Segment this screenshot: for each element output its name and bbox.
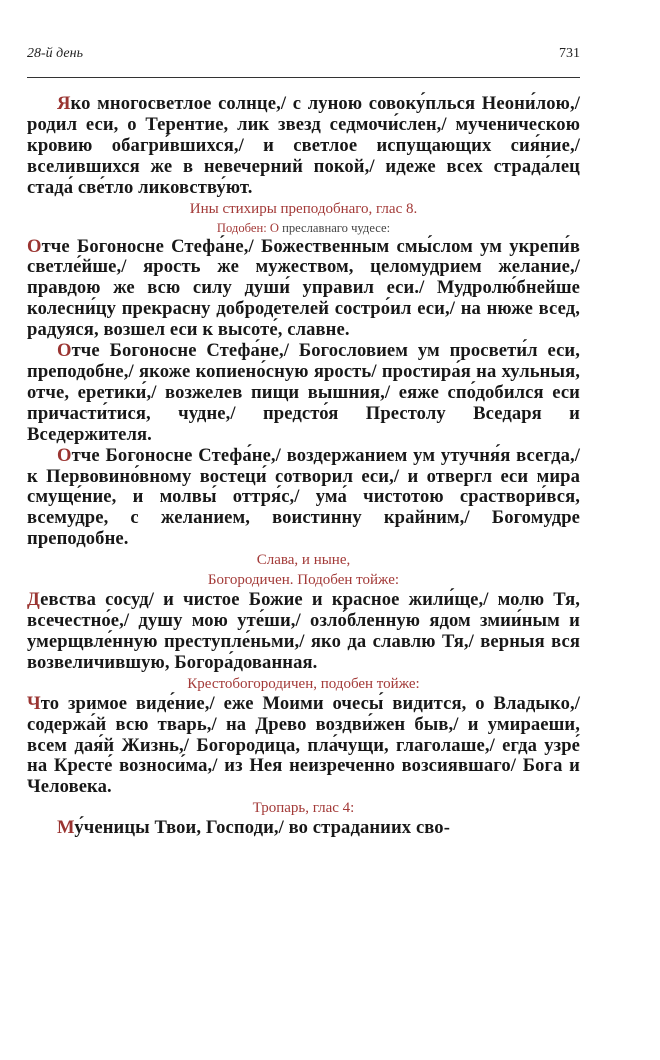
day-title: 28-й день: [27, 46, 83, 61]
verse-5: [27, 590, 580, 674]
verse-1: [27, 94, 580, 199]
rubric-slava: Слава, и ныне,: [256, 552, 351, 569]
verse-2: [27, 237, 580, 342]
drop-initial: О: [57, 444, 72, 466]
rubric-bogorodichen: Богородичен. Подобен тойже:: [207, 572, 400, 589]
verse-text: тче Богоносне Стефа́не,/ воздержанием ум утучня́я всегда,/ к Первовино́вному востеци́ сотворил еси,/ и отвергл еси мира смуще́ние, и молвы́ оттря́с,/ ума́ чистотою сраствори́вся, всемудре, с желанием, воистинну крайним,/ Богомудре преподобне.: [27, 444, 580, 550]
header-rule: [27, 77, 580, 78]
drop-initial: О: [57, 340, 72, 362]
podoben-initial: О: [269, 220, 279, 235]
drop-initial: Д: [27, 589, 41, 611]
rubric-krestobogorodichen: Крестобогородичен, подобен тойже:: [187, 675, 420, 692]
drop-initial: Ч: [27, 692, 41, 714]
verse-text: тче Богоносне Стефа́не,/ Богословием ум просвети́л еси, преподобне,/ якоже копиено́сную ярость/ простира́я на хульныя, отче, еретики́,/ возжелев пищи вышния,/ еяже спо́добился еси причасти́тися, чудне,/ предсто́я Престолу Вседаря и Вседержителя.: [27, 340, 580, 445]
verse-text: то зримое виде́ние,/ еже Моими очесы́ видится, о Владыко,/ содержа́й всю тварь,/ на Древо воздви́жен быв,/ и умираеши, всем дая́й Жизнь,/ Богородица, пла́чущи, глаголаше,/ егда узре́ на Кресте́ возноси́ма,/ из Нея неизреченно возсиявшаго/ Бога и Человека.: [27, 692, 580, 798]
text-body: [27, 94, 580, 839]
rubric-podoben: [27, 219, 580, 237]
podoben-lead: Подобен:: [216, 220, 270, 235]
page-number: 731: [559, 46, 580, 61]
running-head: [27, 46, 580, 66]
podoben-rest: преславнаго чудесе:: [278, 220, 391, 235]
rubric-heading: Ины стихиры преподобнаго, глас 8.: [189, 200, 418, 217]
verse-3: [27, 341, 580, 446]
drop-initial: Я: [57, 93, 71, 114]
verse-7: [27, 818, 580, 839]
verse-text: тче Богоносне Стефа́не,/ Божественным смы́слом ум укрепи́в светле́йше,/ ярость же мужеством, целомудрием желание,/ правдою же всю силу души́ управил еси./ Мудролю́бнейше колесни́цу прекрасну добродетелей состро́ил еси,/ на нюже всед, радуяся, возшел еси к высоте́, славне.: [27, 235, 580, 341]
verse-text: евства сосуд/ и чистое Божие и красное жили́ще,/ молю Тя, всечестно́е,/ душу мою уте́ши,/ озло́бленную ядом змии́ным и умерщвле́нную преступле́ньми,/ яко да славлю Тя,/ верныя вся возвеличившую, Богора́дованная.: [27, 589, 580, 673]
drop-initial: М: [57, 817, 75, 839]
rubric-tropar: Тропарь, глас 4:: [252, 800, 355, 817]
verse-4: [27, 446, 580, 551]
verse-text: ко многосветлое солнце,/ с луною совоку́пльcя Неони́лою,/ родил еси, о Терентие, лик звезд седмочи́слен,/ мученическою кровию обагри́вшихся,/ и светлое испущающих сия́ние,/ вселившихся же в невечерний покой,/ идеже всех страда́лец стада́ све́тло ликовству́ют.: [27, 93, 580, 198]
verse-6: [27, 694, 580, 799]
drop-initial: О: [27, 235, 42, 257]
verse-text: у́ченицы Твои, Господи,/ во страданиих сво-: [74, 817, 450, 839]
